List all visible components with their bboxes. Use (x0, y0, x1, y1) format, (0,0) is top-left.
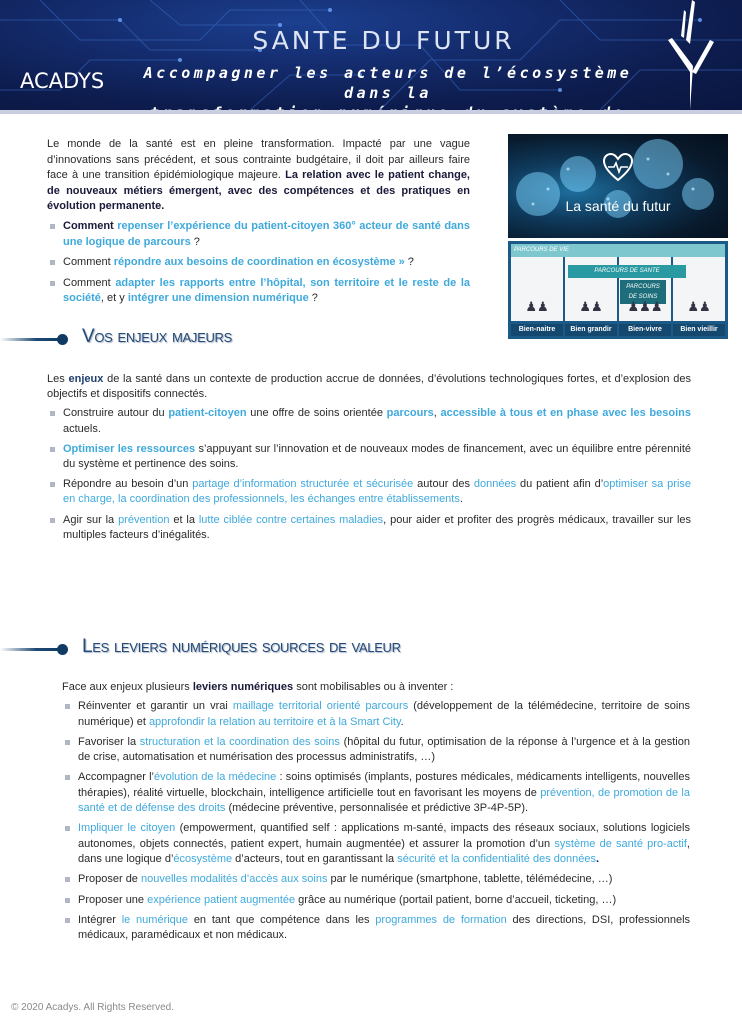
stage-label: Bien grandir (565, 324, 617, 336)
highlight-text: répondre aux besoins de coordination en écosystème » (113, 256, 405, 269)
section-title: Les leviers numériques sources de valeur (82, 636, 401, 657)
highlight-text: parcours (386, 407, 434, 420)
text: grâce au numérique (portail patient, borne d’accueil, ticketing, …) (295, 893, 617, 906)
stage-label: Bien-vivre (619, 324, 671, 336)
highlight-text: programmes de formation (375, 913, 507, 926)
text: s’appuyant sur l’innovation et de nouveaux modes de financement, avec un équilibre entre pérennité du système et pertinence des soins. (63, 442, 691, 471)
highlight-text: prévention (118, 513, 170, 526)
header-divider (0, 110, 742, 114)
leviers-section (62, 680, 690, 948)
text: Proposer une (78, 893, 148, 906)
highlight-text: données (473, 478, 517, 491)
text: ? (404, 256, 414, 269)
stage-label: Bien-naitre (511, 324, 563, 336)
highlight-text: écosystème (173, 852, 233, 865)
enjeux-intro (47, 372, 691, 402)
list-item (62, 872, 690, 887)
illustration (508, 134, 728, 339)
heart-pulse-icon (602, 152, 634, 184)
highlight-text: système de santé pro-actif (554, 837, 687, 850)
text: Réinventer et garantir un vrai (78, 700, 233, 713)
enjeux-list (47, 406, 691, 543)
text: des directions, DSI, professionnels médicaux, paramédicaux et non médicaux. (78, 913, 691, 942)
text: Face aux enjeux plusieurs (62, 681, 193, 693)
text: , et y (100, 292, 128, 305)
text: . (595, 852, 600, 865)
text: (hôpital du futur, optimisation de la réponse à l’urgence et à la gestion de crise, automatisation et numérisation des processus administratifs, …) (78, 735, 690, 764)
highlight-text: Impliquer le citoyen (78, 822, 176, 835)
list-item (47, 477, 691, 507)
list-item (62, 893, 690, 908)
network-graphic (508, 134, 728, 238)
sante-futur-image (508, 134, 728, 238)
text: une offre de soins orientée (246, 407, 387, 420)
text: ? (190, 235, 200, 248)
header-banner (0, 0, 742, 142)
text: (développement de la télémédecine, territoire de soins numérique) et (78, 700, 690, 728)
acadys-logo: ACADYS (20, 69, 105, 93)
highlight-text: intégrer une dimension numérique (127, 292, 309, 305)
subtitle-line-1: Accompagner les acteurs de l’écosystème dans la (143, 64, 633, 102)
bold-text: enjeux (68, 373, 104, 385)
section-heading-leviers (0, 636, 742, 664)
list-item (62, 913, 690, 944)
highlight-text: accessible à tous et en phase avec les besoins (440, 407, 691, 420)
heading-line (0, 648, 60, 651)
text: sont mobilisables ou à inventer : (293, 681, 454, 693)
heading-line (0, 338, 60, 341)
highlight-text: repenser l’expérience du patient-citoyen 360° acteur de santé dans une logique de parcours (63, 219, 471, 248)
text: Accompagner l’ (78, 771, 154, 784)
text: DE SOINS (628, 294, 658, 300)
text: Comment (63, 256, 114, 269)
leviers-list (62, 699, 690, 943)
text: , pour aider et profiter des progrès médicaux, travailler sur les multiples facteurs d’inégalités. (63, 513, 692, 541)
intro-text: Le monde de la santé est en pleine transformation. Impacté par une vague d’innovations sans précédent, et sous contrainte budgétaire, il doit par ailleurs faire face à une transition épidémiologique majeure. (47, 138, 470, 182)
list-item (62, 770, 690, 816)
text: en tant que compétence dans les (188, 913, 376, 926)
text: . (459, 493, 463, 506)
text: : soins optimisés (implants, postures médicales, médicaments intelligents, nouvelles thérapies), réalité virtuelle, blockchain, intelligence artificielle tout en favorisant les moyens de (78, 771, 690, 799)
list-item (47, 255, 470, 271)
text: par le numérique (smartphone, tablette, télémédecine, …) (327, 873, 613, 886)
text: de la santé dans un contexte de production accrue de données, d’évolutions technologiques fortes, et d’explosion des objectifs et dispositifs connectés. (47, 373, 692, 401)
highlight-text: optimiser sa prise en charge, la coordination des professionnels, les échanges entre établissements (63, 478, 692, 506)
highlight-text: maillage territorial orienté parcours (232, 700, 409, 713)
children-icon: ♟♟ (579, 299, 603, 314)
intro-section (47, 137, 470, 312)
highlight-text: Optimiser les ressources (63, 442, 196, 455)
text: ? (308, 292, 318, 305)
highlight-text: évolution de la médecine (154, 771, 277, 784)
intro-paragraph (47, 137, 470, 215)
footer-copyright: © 2020 Acadys. All Rights Reserved. (11, 1002, 175, 1013)
section-title: Vos enjeux majeurs (82, 326, 233, 347)
page-subtitle (118, 63, 658, 143)
intro-question-list (47, 219, 470, 307)
text: Proposer de (78, 873, 141, 886)
list-item (47, 276, 470, 307)
leviers-intro (62, 680, 690, 695)
highlight-text: partage d’information structurée et sécurisée (192, 478, 414, 491)
text: Agir sur la (63, 513, 119, 526)
text: (empowerment, quantified self : applications m-santé, impacts des réseaux sociaux, solutions logiciels autonomes, objets connectés, patient expert, humain augmentée) et assurer la promotion d’un (78, 822, 690, 850)
text: PARCOURS (626, 284, 660, 290)
text: d’acteurs, tout en garantissant la (232, 852, 398, 865)
text: Répondre au besoin d’un (63, 478, 193, 491)
text: actuels. (63, 422, 101, 435)
stage-label: Bien vieillir (673, 324, 725, 336)
enjeux-section (47, 372, 691, 548)
text: , (433, 407, 441, 420)
highlight-text: sécurité et la confidentialité des données (397, 852, 596, 865)
text: Les (47, 373, 69, 385)
text: Construire autour du (63, 407, 169, 420)
list-item (62, 699, 690, 730)
text: du patient afin d’ (516, 478, 604, 491)
text: Favoriser la (78, 735, 140, 748)
heading-dot-icon (57, 644, 68, 655)
intro-bold-text: La relation avec le patient change, de nouveaux métiers émergent, avec des compétences et des pratiques en évolution permanente. (47, 169, 470, 213)
highlight-text: expérience patient augmentée (147, 893, 296, 906)
elderly-icon: ♟♟ (687, 299, 711, 314)
list-item (47, 513, 691, 543)
text: autour des (413, 478, 474, 491)
family-icon: ♟♟♟ (627, 299, 663, 314)
list-item (62, 735, 690, 766)
text: (médecine préventive, personnalisée et prédictive 3P-4P-5P). (225, 802, 529, 815)
highlight-text: lutte ciblée contre certaines maladies (198, 513, 384, 526)
heading-dot-icon (57, 334, 68, 345)
list-item (47, 406, 691, 436)
highlight-text: patient-citoyen (168, 407, 247, 420)
list-item (62, 821, 690, 867)
list-item (47, 442, 691, 472)
highlight-text: approfondir la relation au territoire et à la Smart City (148, 715, 401, 728)
highlight-text: le numérique (121, 913, 189, 926)
highlight-text: adapter les rapports entre l’hôpital, son territoire et le reste de la société (63, 276, 470, 305)
text: Comment (63, 219, 118, 232)
text: Comment (63, 276, 116, 289)
highlight-text: structuration et la coordination des soins (139, 735, 340, 748)
text: et la (169, 513, 199, 526)
text: , dans une logique d’ (78, 837, 690, 865)
parcours-vie-label: PARCOURS DE VIE (511, 244, 725, 257)
parcours-diagram (508, 241, 728, 339)
text: . (400, 715, 404, 728)
highlight-text: nouvelles modalités d’accès aux soins (140, 873, 328, 886)
acadys-y-icon (640, 0, 720, 110)
highlight-text: prévention, de promotion de la santé et de défense des droits (78, 786, 690, 815)
section-heading-enjeux (0, 326, 742, 354)
parcours-sante-label: PARCOURS DE SANTE (568, 265, 686, 278)
bold-text: leviers numériques (192, 681, 294, 693)
subtitle-line-2: santé (356, 124, 420, 142)
illustration-caption: La santé du futur (565, 198, 671, 214)
list-item (47, 219, 470, 250)
people-icon: ♟♟ (525, 299, 549, 314)
text: Intégrer (78, 913, 122, 926)
page-title: SANTE DU FUTUR (252, 26, 515, 55)
